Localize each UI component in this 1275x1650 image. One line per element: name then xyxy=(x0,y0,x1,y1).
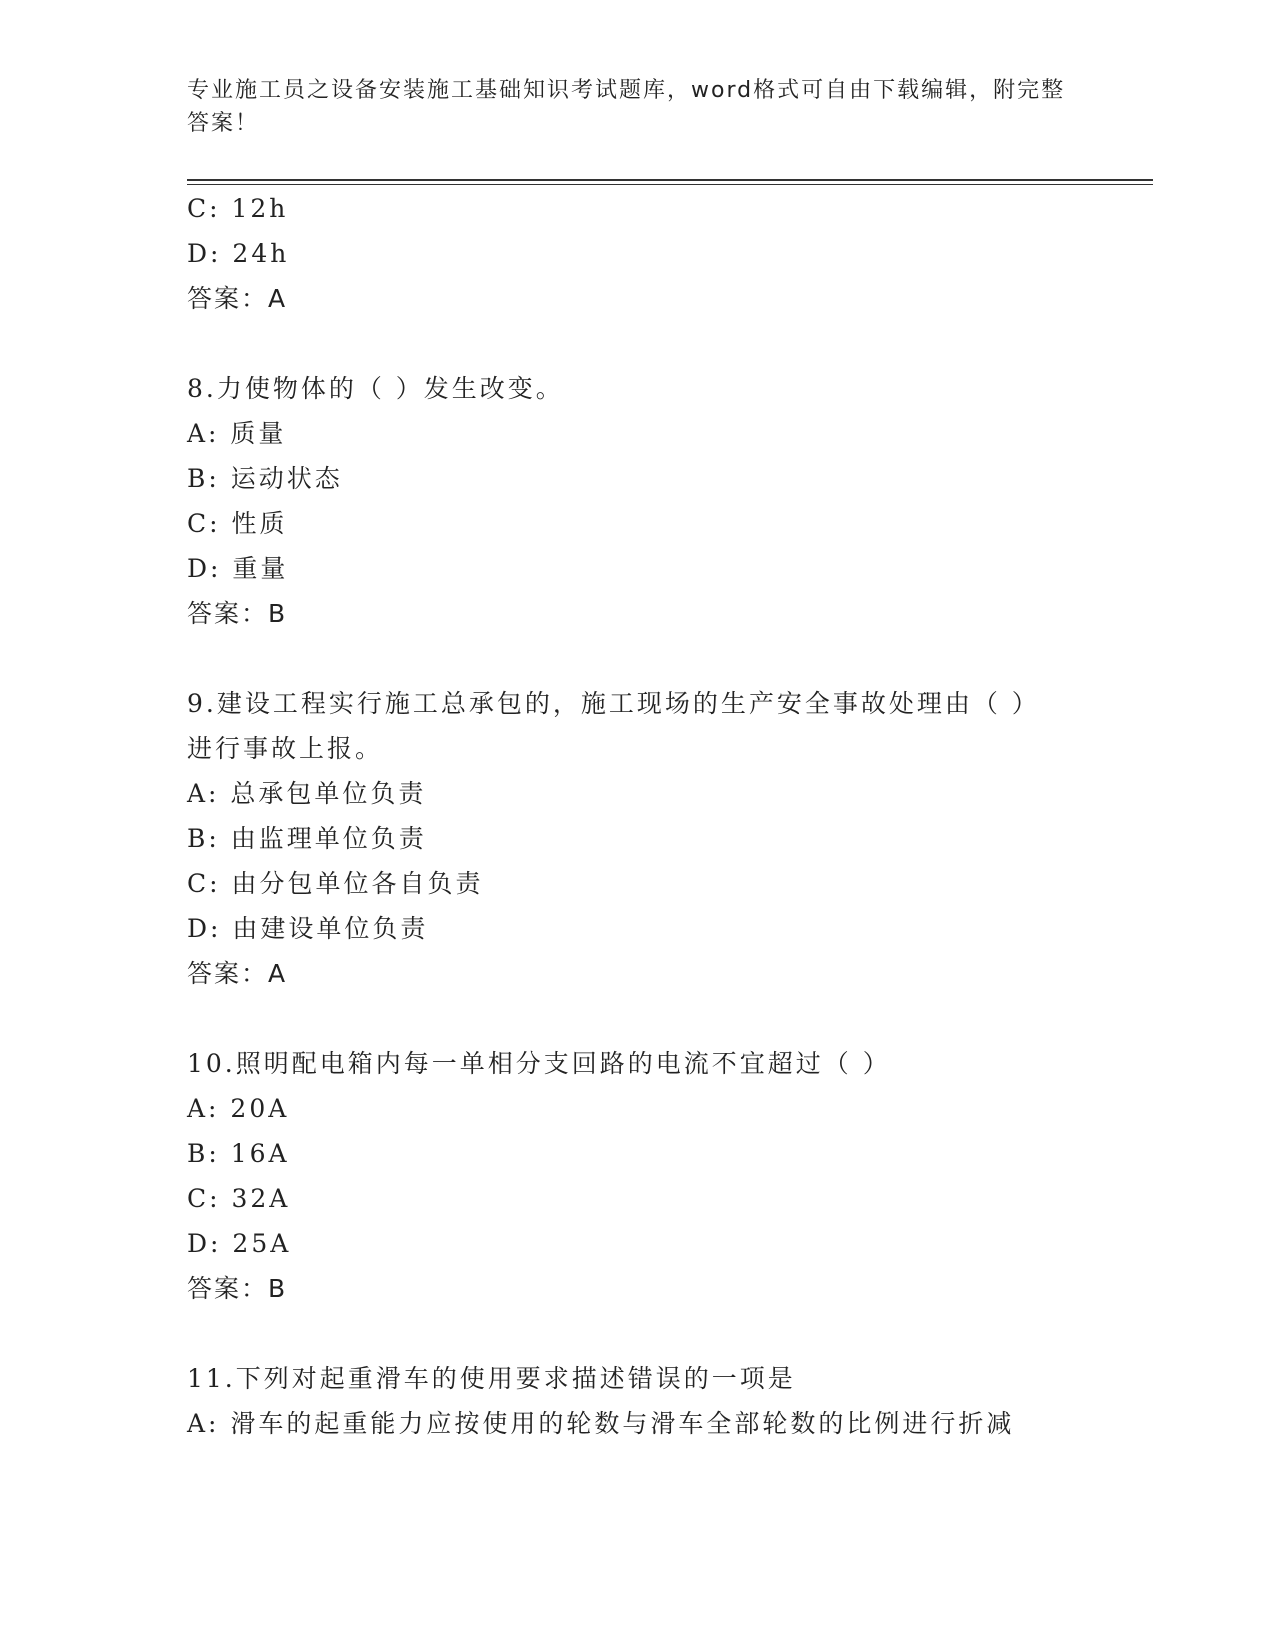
q7-option-c: C: 12h xyxy=(187,194,289,223)
q8-option-a: A: 质量 xyxy=(187,419,287,448)
q10-answer: 答案：B xyxy=(187,1274,288,1303)
q11-question: 11.下列对起重滑车的使用要求描述错误的一项是 xyxy=(187,1364,796,1393)
header-divider-thin xyxy=(187,184,1153,185)
q9-question-line2: 进行事故上报。 xyxy=(187,734,384,763)
q8-answer: 答案：B xyxy=(187,599,288,628)
q9-question-line1: 9.建设工程实行施工总承包的，施工现场的生产安全事故处理由（ ） xyxy=(187,689,1040,718)
q9-option-c: C: 由分包单位各自负责 xyxy=(187,869,484,898)
q8-option-b: B: 运动状态 xyxy=(187,464,343,493)
q9-answer: 答案：A xyxy=(187,959,288,988)
q10-option-d: D: 25A xyxy=(187,1229,292,1258)
q9-option-a: A: 总承包单位负责 xyxy=(187,779,427,808)
header-divider-thick xyxy=(187,179,1153,181)
q11-option-a: A: 滑车的起重能力应按使用的轮数与滑车全部轮数的比例进行折减 xyxy=(187,1409,1015,1438)
q9-option-d: D: 由建设单位负责 xyxy=(187,914,429,943)
q10-option-a: A: 20A xyxy=(187,1094,290,1123)
q7-option-d: D: 24h xyxy=(187,239,290,268)
q8-option-c: C: 性质 xyxy=(187,509,288,538)
q8-option-d: D: 重量 xyxy=(187,554,289,583)
q10-option-b: B: 16A xyxy=(187,1139,290,1168)
q10-option-c: C: 32A xyxy=(187,1184,291,1213)
document-header: 专业施工员之设备安装施工基础知识考试题库，word格式可自由下载编辑，附完整答案！ xyxy=(187,78,1066,136)
q7-answer: 答案：A xyxy=(187,284,288,313)
q9-option-b: B: 由监理单位负责 xyxy=(187,824,427,853)
q8-question: 8.力使物体的（ ）发生改变。 xyxy=(187,374,564,403)
q10-question: 10.照明配电箱内每一单相分支回路的电流不宜超过（ ） xyxy=(187,1049,891,1078)
